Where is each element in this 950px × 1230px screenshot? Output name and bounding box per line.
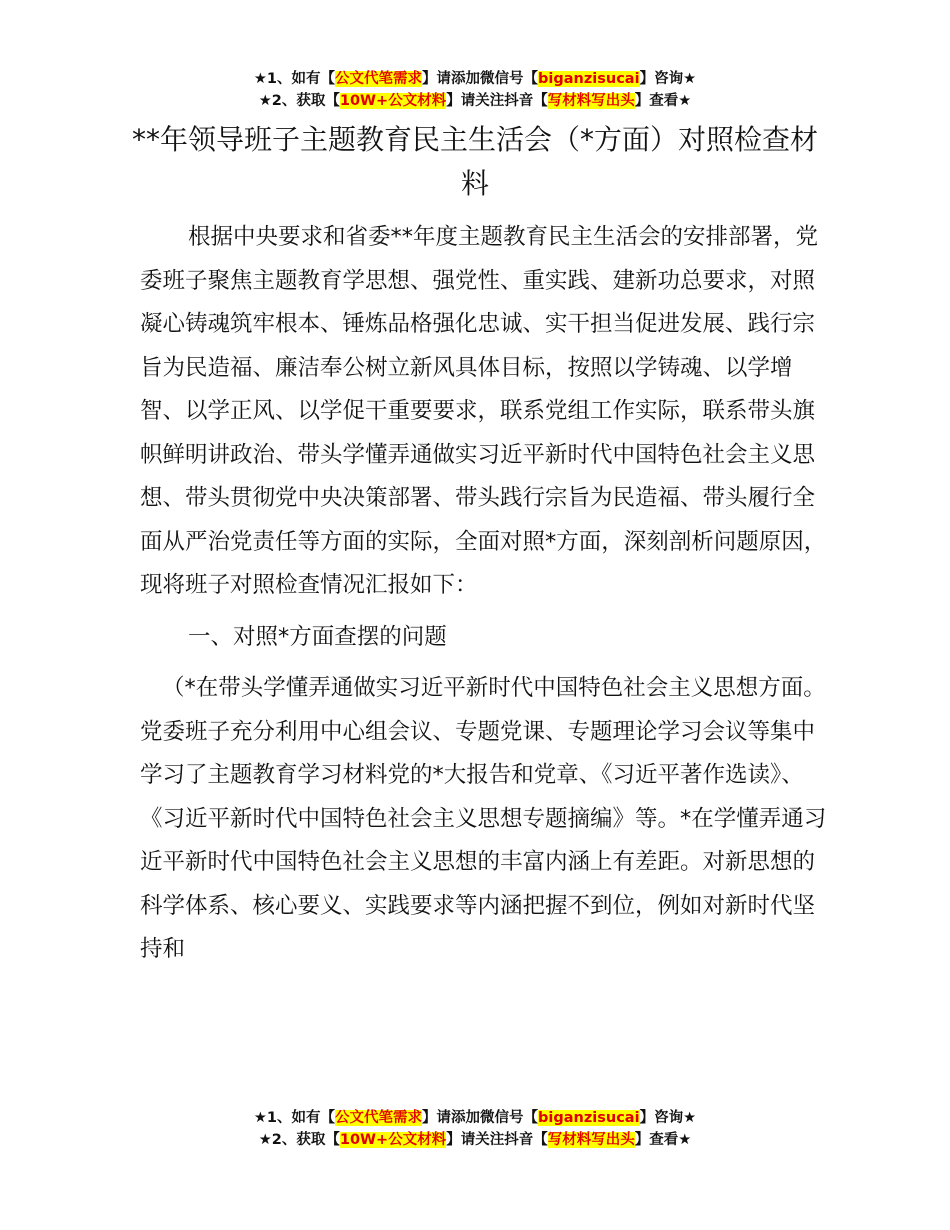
banner-line-1: [0, 1107, 950, 1129]
banner-line-2: [0, 90, 950, 112]
section-heading: 一、对照*方面查摆的问题: [188, 623, 447, 650]
banner-highlight-wechat: biganzisucai: [538, 71, 640, 87]
banner-highlight: 公文代笔需求: [335, 71, 423, 87]
banner-text: 】查看★: [634, 93, 692, 109]
banner-text: 】请关注抖音【: [446, 1132, 548, 1148]
banner-highlight-douyin: 写材料写出头: [547, 1132, 635, 1148]
document-title: **年领导班子主题教育民主生活会（*方面）对照检查材料: [131, 123, 818, 200]
document-body: [140, 216, 830, 972]
banner-line-1: [0, 68, 950, 90]
banner-text: 】请添加微信号【: [422, 71, 539, 87]
top-banner: [0, 68, 950, 112]
banner-text: ★2、获取【: [258, 1132, 340, 1148]
bottom-banner: [0, 1107, 950, 1151]
banner-text: ★1、如有【: [253, 1110, 336, 1126]
banner-line-2: [0, 1129, 950, 1151]
banner-text: ★2、获取【: [258, 93, 340, 109]
section-paragraph: （*在带头学懂弄通做实习近平新时代中国特色社会主义思想方面。党委班子充分利用中心组会议、专题党课、专题理论学习会议等集中学习了主题教育学习材料党的*大报告和党章、《习近平著作选读》、《习近平新时代中国特色社会主义思想专题摘编》等。*在学懂弄通习近平新时代中国特色社会主义思想的丰富内涵上有差距。对新思想的科学体系、核心要义、实践要求等内涵把握不到位，例如对新时代坚持和: [140, 675, 827, 962]
banner-highlight-douyin: 写材料写出头: [547, 93, 635, 109]
intro-paragraph: 根据中央要求和省委**年度主题教育民主生活会的安排部署，党委班子聚焦主题教育学思想、强党性、重实践、建新功总要求，对照凝心铸魂筑牢根本、锤炼品格强化忠诚、实干担当促进发展、践行宗旨为民造福、廉洁奉公树立新风具体目标，按照以学铸魂、以学增智、以学正风、以学促干重要要求，联系党组工作实际，联系带头旗帜鲜明讲政治、带头学懂弄通做实习近平新时代中国特色社会主义思想、带头贯彻党中央决策部署、带头践行宗旨为民造福、带头履行全面从严治党责任等方面的实际，全面对照*方面，深刻剖析问题原因，现将班子对照检查情况汇报如下：: [140, 224, 827, 598]
banner-highlight: 10W+公文材料: [339, 1132, 447, 1148]
banner-text: 】咨询★: [639, 71, 697, 87]
banner-highlight-wechat: biganzisucai: [538, 1110, 640, 1126]
banner-text: 】咨询★: [639, 1110, 697, 1126]
banner-text: ★1、如有【: [253, 71, 336, 87]
banner-text: 】请关注抖音【: [446, 93, 548, 109]
banner-highlight: 10W+公文材料: [339, 93, 447, 109]
banner-text: 】请添加微信号【: [422, 1110, 539, 1126]
banner-highlight: 公文代笔需求: [335, 1110, 423, 1126]
banner-text: 】查看★: [634, 1132, 692, 1148]
